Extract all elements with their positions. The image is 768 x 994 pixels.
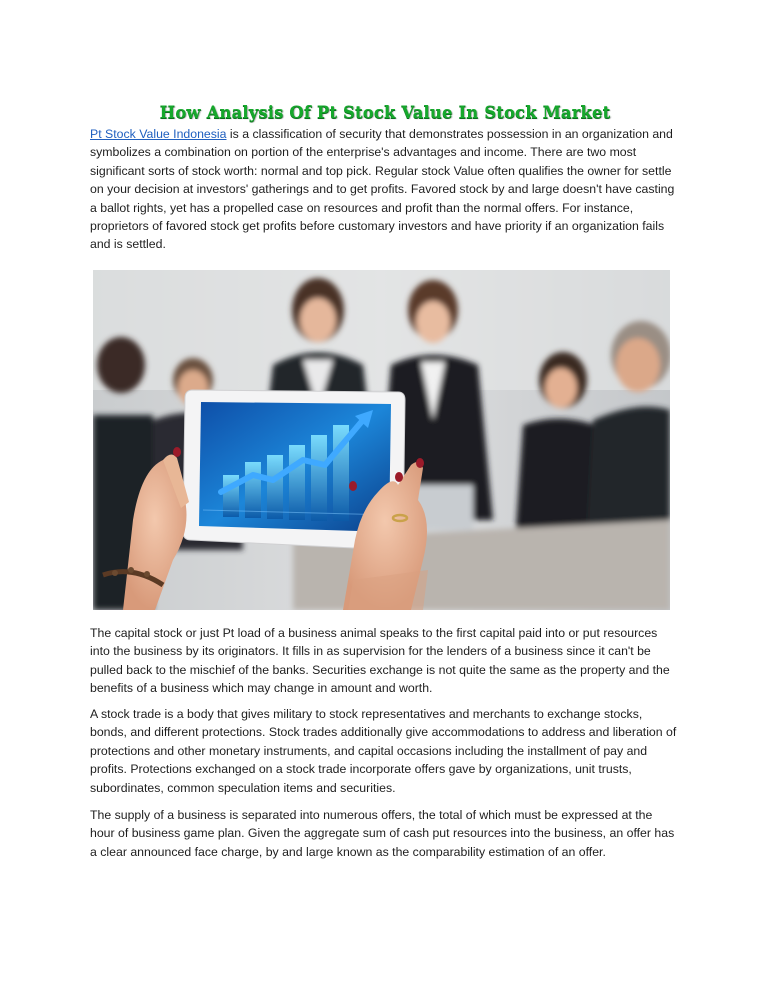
pt-stock-value-link[interactable]: Pt Stock Value Indonesia	[90, 127, 227, 141]
paragraph-capital-stock: The capital stock or just Pt load of a business animal speaks to the first capital paid into or put resources into the business by its originators. It fills in as supervision for the lenders of a business since it can't be pulled back to the mischief of the banks. Securities exchange is not quite the same as the property and the benefits of a business which may change in amount and worth.	[90, 626, 670, 696]
business-meeting-photo	[93, 270, 670, 610]
paragraph-intro	[90, 125, 680, 254]
document-title: How Analysis Of Pt Stock Value In Stock Market	[159, 103, 611, 123]
paragraph-business-supply: The supply of a business is separated into numerous offers, the total of which must be expressed at the hour of business game plan. Given the aggregate sum of cash put resources into the business, an offer has a clear announced face charge, by and large known as the comparability estimation of an offer.	[90, 808, 675, 859]
paragraph-stock-trade: A stock trade is a body that gives military to stock representatives and merchants to exchange stocks, bonds, and different protections. Stock trades additionally give accommodations to address and liberation of protections and other monetary instruments, and capital occasions including the installment of pay and profits. Protections exchanged on a stock trade incorporate offers gave by organizations, unit trusts, subordinates, common speculation items and securities.	[90, 707, 677, 795]
paragraph-intro-text: is a classification of security that demonstrates possession in an organization and symbolizes a combination on portion of the enterprise's advantages and income. There are two most significant sorts of stock worth: normal and top pick. Regular stock Value often qualifies the owner for settle on your decision at investors' gatherings and to get profits. Favored stock by and large doesn't have casting a ballot rights, yet has a propelled case on resources and profit than the normal offers. For instance, proprietors of favored stock get profits before customary investors and have priority if an organization fails and is settled.	[90, 127, 675, 252]
